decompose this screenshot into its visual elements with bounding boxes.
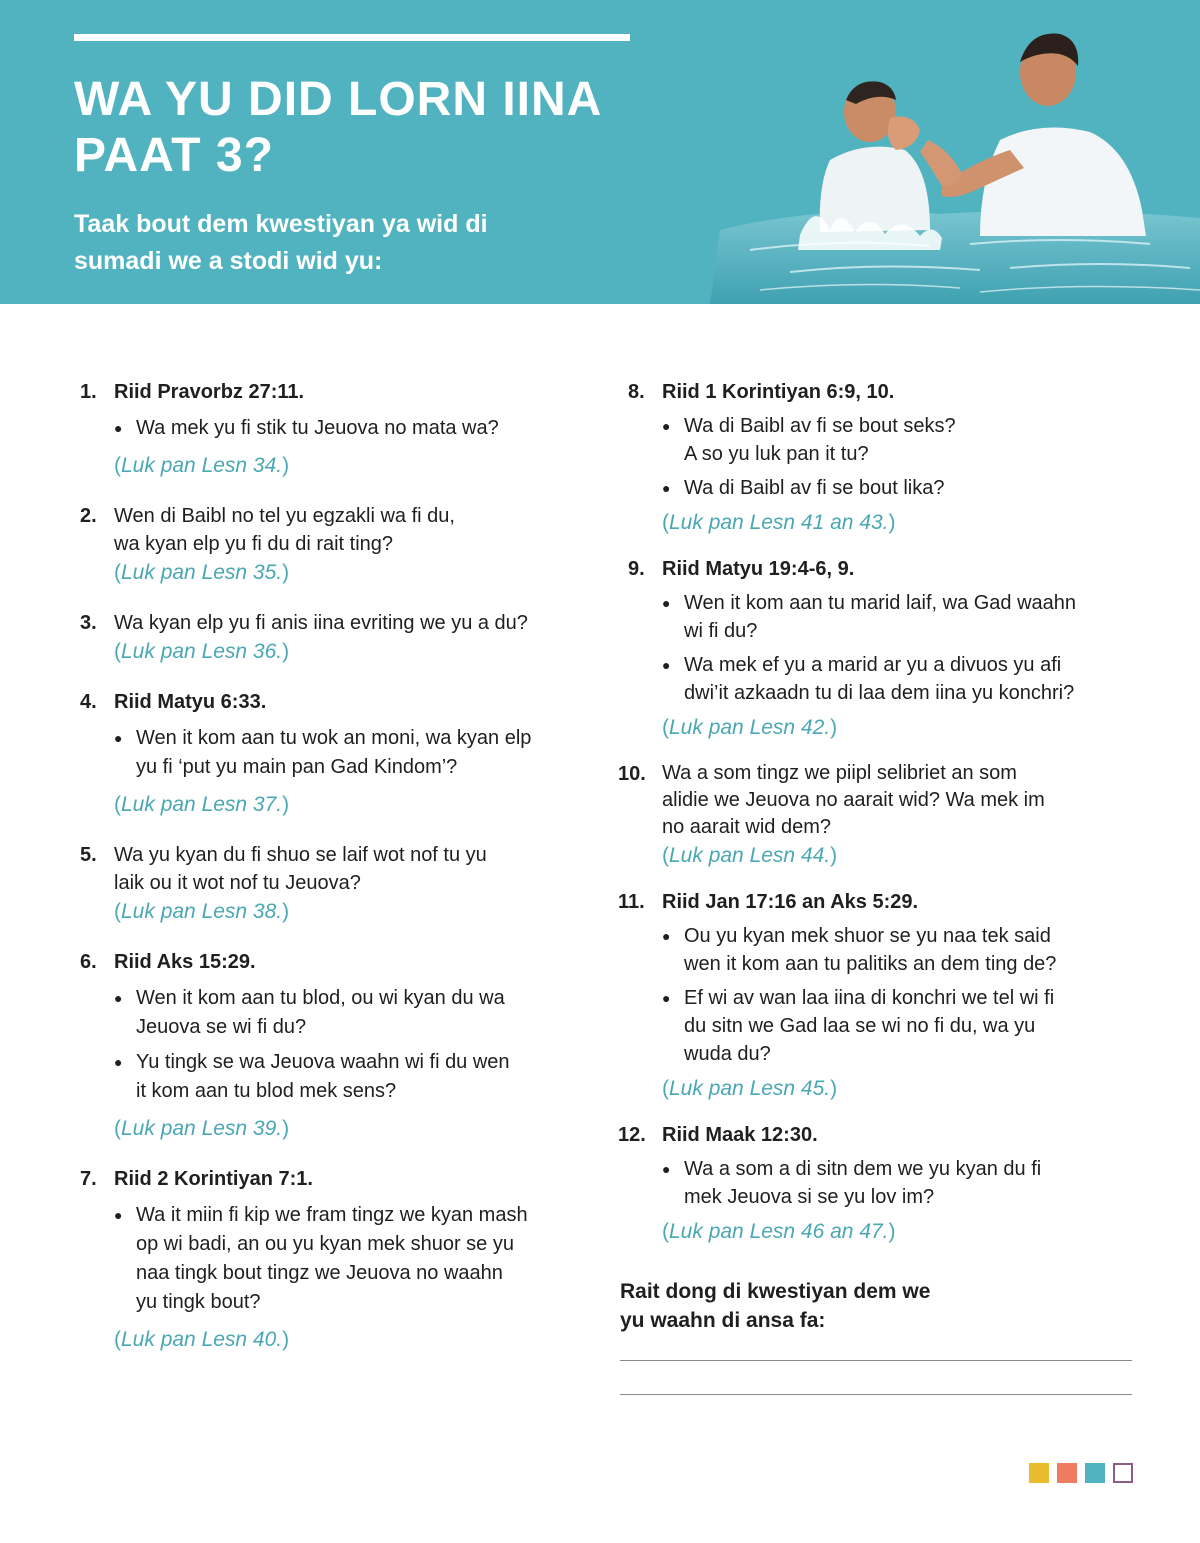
lesson-reference: (Luk pan Lesn 44.) <box>662 844 838 867</box>
bullet-item: ● Wa a som a di sitn dem we yu kyan du fi mek Jeuova si se yu lov im? <box>662 1155 1148 1211</box>
question-item <box>628 378 1148 537</box>
question-text: alidie we Jeuova no aarait wid? Wa mek im <box>662 789 1045 811</box>
question-text: laik ou it wot nof tu Jeuova? <box>114 872 361 894</box>
bullet-item: ● Wen it kom aan tu blod, ou wi kyan du wa Jeuova se wi fi du? <box>114 984 580 1042</box>
lesson-reference: (Luk pan Lesn 40.) <box>114 1328 290 1351</box>
page-title-line: PAAT 3? <box>74 129 274 182</box>
question-number: 3. <box>80 612 97 634</box>
question-item <box>80 841 580 926</box>
question-number: 5. <box>80 844 97 866</box>
bullet-item: ● Yu tingk se wa Jeuova waahn wi fi du wen it kom aan tu blod mek sens? <box>114 1048 580 1106</box>
question-text: Wa yu kyan du fi shuo se laif wot nof tu yu <box>114 844 487 866</box>
bullet-item: ● Wa di Baibl av fi se bout seks? A so yu luk pan it tu? <box>662 412 1148 468</box>
lesson-reference: (Luk pan Lesn 46 an 47.) <box>662 1220 896 1243</box>
question-item <box>618 1121 1148 1246</box>
lesson-reference: (Luk pan Lesn 39.) <box>114 1117 290 1140</box>
question-text: no aarait wid dem? <box>662 816 831 838</box>
answer-prompt <box>620 1277 1100 1335</box>
purple-outline-square <box>1113 1463 1133 1483</box>
question-number: 1. <box>80 381 97 403</box>
question-number: 12. <box>618 1124 646 1146</box>
question-text: Wa a som tingz we piipl selibriet an som <box>662 762 1017 784</box>
bullet-item: ● Wa mek yu fi stik tu Jeuova no mata wa? <box>114 414 580 443</box>
question-item <box>628 555 1148 742</box>
question-text: Riid 1 Korintiyan 6:9, 10. <box>662 381 895 403</box>
question-text: Riid Matyu 6:33. <box>114 691 267 713</box>
page-subtitle-line: Taak bout dem kwestiyan ya wid di <box>74 210 488 238</box>
answer-write-line[interactable] <box>620 1394 1132 1395</box>
question-text: wa kyan elp yu fi du di rait ting? <box>114 533 394 555</box>
lesson-reference: (Luk pan Lesn 41 an 43.) <box>662 511 896 534</box>
questions-right-column <box>618 378 1148 1246</box>
bullet-item: ● Wa mek ef yu a marid ar yu a divuos yu afi dwi’it azkaadn tu di laa dem iina yu konchri? <box>662 651 1148 707</box>
question-item <box>80 378 580 480</box>
yellow-square <box>1029 1463 1049 1483</box>
question-text: Riid Pravorbz 27:11. <box>114 381 305 403</box>
question-text: Wa kyan elp yu fi anis iina evriting we yu a du? <box>114 612 528 634</box>
question-number: 8. <box>628 381 645 403</box>
question-number: 7. <box>80 1168 97 1190</box>
question-number: 9. <box>628 558 645 580</box>
question-item <box>618 760 1148 870</box>
question-text: Riid Matyu 19:4-6, 9. <box>662 558 855 580</box>
bullet-item: ● Wa it miin fi kip we fram tingz we kyan mash op wi badi, an ou yu kyan mek shuor se yu naa tingk bout tingz we Jeuova no waahn yu tingk bout? <box>114 1201 580 1317</box>
lesson-reference: (Luk pan Lesn 37.) <box>114 793 290 816</box>
question-item <box>80 502 580 587</box>
question-item <box>618 888 1148 1103</box>
question-number: 2. <box>80 505 97 527</box>
question-text: Riid 2 Korintiyan 7:1. <box>114 1168 313 1190</box>
questions-left-column <box>80 378 580 1354</box>
question-number: 11. <box>618 891 645 913</box>
question-item <box>80 1165 580 1354</box>
question-number: 4. <box>80 691 97 713</box>
question-text: Riid Jan 17:16 an Aks 5:29. <box>662 891 919 913</box>
question-number: 10. <box>618 763 646 785</box>
answer-prompt-line: Rait dong di kwestiyan dem we <box>620 1280 931 1303</box>
header-rule <box>74 34 630 41</box>
question-number: 6. <box>80 951 97 973</box>
page-title <box>74 72 694 184</box>
page-subtitle-line: sumadi we a stodi wid yu: <box>74 247 383 275</box>
bullet-item: ● Wen it kom aan tu wok an moni, wa kyan elp yu fi ‘put yu main pan Gad Kindom’? <box>114 724 580 782</box>
bullet-item: ● Ou yu kyan mek shuor se yu naa tek said wen it kom aan tu palitiks an dem ting de? <box>662 922 1148 978</box>
question-item <box>80 609 580 666</box>
bullet-item: ● Wen it kom aan tu marid laif, wa Gad waahn wi fi du? <box>662 589 1148 645</box>
question-text: Riid Aks 15:29. <box>114 951 256 973</box>
lesson-reference: (Luk pan Lesn 35.) <box>114 561 290 584</box>
teal-square <box>1085 1463 1105 1483</box>
lesson-reference: (Luk pan Lesn 34.) <box>114 454 290 477</box>
question-text: Riid Maak 12:30. <box>662 1124 818 1146</box>
page-title-line: WA YU DID LORN IINA <box>74 73 603 126</box>
lesson-reference: (Luk pan Lesn 45.) <box>662 1077 838 1100</box>
color-squares-decoration <box>1029 1463 1135 1483</box>
bullet-item: ● Ef wi av wan laa iina di konchri we tel wi fi du sitn we Gad laa se wi no fi du, wa yu wuda du? <box>662 984 1148 1068</box>
bullet-item: ● Wa di Baibl av fi se bout lika? <box>662 474 1148 502</box>
answer-write-line[interactable] <box>620 1360 1132 1361</box>
question-text: Wen di Baibl no tel yu egzakli wa fi du, <box>114 505 455 527</box>
baptism-illustration <box>680 0 1200 304</box>
page-subtitle <box>74 206 634 280</box>
question-item <box>80 948 580 1143</box>
lesson-reference: (Luk pan Lesn 42.) <box>662 716 838 739</box>
answer-prompt-line: yu waahn di ansa fa: <box>620 1309 826 1332</box>
header-banner <box>0 0 1200 304</box>
lesson-reference: (Luk pan Lesn 38.) <box>114 900 290 923</box>
lesson-reference: (Luk pan Lesn 36.) <box>114 640 290 663</box>
orange-square <box>1057 1463 1077 1483</box>
question-item <box>80 688 580 819</box>
